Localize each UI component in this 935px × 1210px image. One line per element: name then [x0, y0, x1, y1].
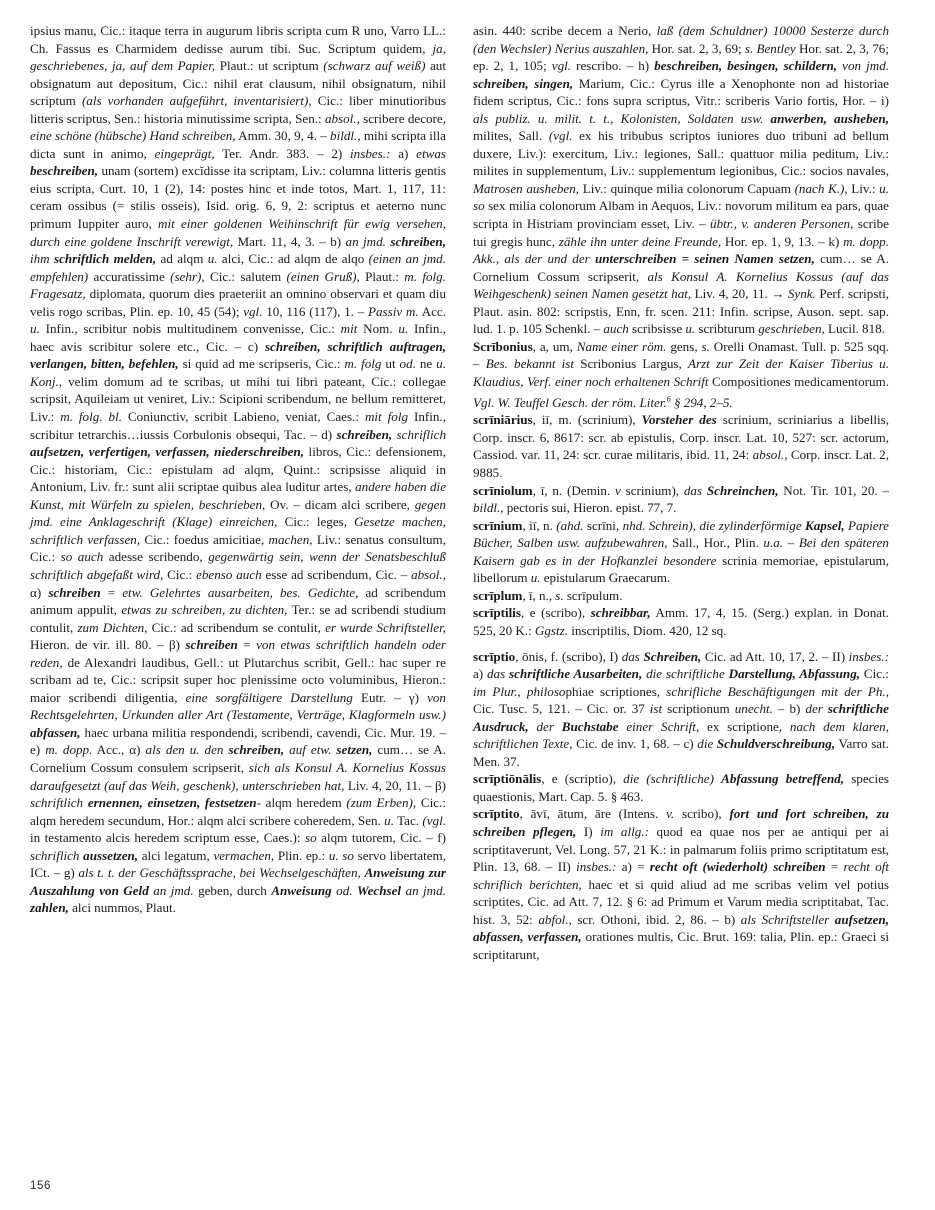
page-number: 156 [30, 1180, 51, 1192]
entry-scriniolum: scrīniolum, ī, n. (Demin. v scrinium), das Schreinchen, Not. Tir. 101, 20. – bildl., pectoris sui, Hieron. epist. 77, 7. [473, 482, 889, 516]
left-column [30, 22, 446, 1157]
entry-scribo-continued: ipsius manu, Cic.: itaque terra in augurum libris scripta cum R uno, Varro LL.: Ch. Fassus es Charmidem dedisse aurum tibi. Suc. Scriptum quidem, ja, geschriebenes, ja, auf dem Papier, Plaut.: ut scriptum (schwarz auf weiß) aut obsignatum aut depositum, Cic.: nihil erat clausum, nihil obsignatum, nihil scriptum (als vorhanden aufgeführt, inventarisiert), Cic.: liber minutioribus litteris scriptus, Sen.: historia minutissime scripta, Sen.: absol., scribere decore, eine schöne (hübsche) Hand schreiben, Amm. 30, 9, 4. – bildl., mihi scripta illa dicta sunt in animo, eingeprägt, Ter. Andr. 383. – 2) insbes.: a) etwas beschreiben, unam (sortem) excĭdisse ita scriptam, Liv.: columna litteris gentis eius scripta, Curt. 10, 1 (2), 14: postes hinc et inde totos, Mart. 1, 117, 11: ceram ossibus (= stilis osseis), Isid. orig. 6, 9, 2: scriptus et aeterno nunc primum Iuppiter auro, mit einer goldenen Weihinschrift für ewig versehen, durch eine goldene Inschrift verewigt, Mart. 11, 4, 3. – b) an jmd. schreiben, ihm schriftlich melden, ad alqm u. alci, Cic.: ad alqm de alqo (einen an jmd. empfehlen) accuratissime (sehr), Cic.: salutem (einen Gruß), Plaut.: m. folg. Fragesatz, diplomata, quorum dies praeteriit an omnino observari et quam diu velis rogo scribas, Plin. ep. 10, 45 (54); vgl. 10, 116 (117), 1. – Passiv m. Acc. u. Infin., scribitur nobis multitudinem convenisse, Cic.: mit Nom. u. Infin., haec avis scribitur solere etc., Cic. – c) schreiben, schriftlich auftragen, verlangen, bitten, befehlen, si quid ad me scripseris, Cic.: m. folg ut od. ne u. Konj., velim domum ad te scribas, ut mihi tui libri pateant, Cic.: collegae scripsit, Aquileiam ut veniret, Liv.: Scipioni scribendum, ne bellum remitteret, Liv.: m. folg. bl. Coniunctiv, scribit Labieno, veniat, Caes.: mit folg Infin., scribitur tetrarchis…iussis Corbulonis obsequi, Tac. – d) schreiben, schriflich aufsetzen, verfertigen, verfassen, niederschreiben, libros, Cic.: defensionem, Cic.: historiam, Cic.: epistulam ad alqm, Quint.: scripsisse aliquid in Antonium, Liv. fr.: sunt alii scriptae quibus alea luditur artes, andere haben die Kunst, mit Würfeln zu spielen, beschrieben, Ov. – dicam alci scribere, gegen jmd. eine Anklageschrift (Klage) einreichen, Cic.: leges, Gesetze machen, schriftlich verfassen, Cic.: foedus amicitiae, machen, Liv.: senatus consultum, Cic.: so auch adesse scribendo, gegenwärtig sein, wenn der Senatsbeschluß schriftlich abgefaßt wird, Cic.: ebenso auch esse ad scribendum, Cic. – absol., α) schreiben = etw. Gelehrtes ausarbeiten, bes. Gedichte, ad scribendum animum appulit, etwas zu schreiben, zu dichten, Ter.: se ad scribendi studium contulit, zum Dichten, Cic.: ad scribendum se contulit, er wurde Schriftsteller, Hieron. de vir. ill. 80. – β) schreiben = von etwas schriftlich handeln oder reden, de Alexandri laudibus, Gell.: ut Plutarchus scribit, Gell.: hac super re scribam ad te, Cic.: scripsit super hoc plenissime octo voluminibus, Hieron.: maior scribendi diligentia, eine sorgfältigere Darstellung Eutr. – γ) von Rechtsgelehrten, Urkunden aller Art (Testamente, Verträge, Klagformeln usw.) abfassen, haec urbana militia respondendi, scribendi, cavendi, Cic. Mur. 19. – e) m. dopp. Acc., α) als den u. den schreiben, auf etw. setzen, cum… se A. Cornelium Cossum consulem scripserit, sich als Konsul A. Kornelius Kossus daraufgesetzt (auf das Weih, geschenk), unterschrieben hat, Liv. 4, 20, 11. – β) schriftlich ernennen, einsetzen, festsetzen- alqm heredem (zum Erben), Cic.: alqm heredem secundum, Hor.: alqm alci scribere coheredem, Sen. u. Tac. (vgl. in testamento alcis heredem scriptum esse, Caes.): so alqm tutorem, Cic. – f) schriflich aussetzen, alci legatum, vermachen, Plin. ep.: u. so servo libertatem, ICt. – g) als t. t. der Geschäftssprache, bei Wechselgeschäften, Anweisung zur Auszahlung von Geld an jmd. geben, durch Anweisung od. Wechsel an jmd. zahlen, alci nummos, Plaut. [30, 23, 447, 916]
right-column [473, 22, 889, 1157]
entry-scriptio: scrīptio, ōnis, f. (scribo), I) das Schreiben, Cic. ad Att. 10, 17, 2. – II) insbes.: a) das schriftliche Ausarbeiten, die schriftliche Darstellung, Abfassung, Cic.: im Plur., philosophiae scriptiones, schrifliche Beschäftigungen mit der Ph., Cic. Tusc. 5, 121. – Cic. or. 37 ist scriptionum unecht. – b) der schriftliche Ausdruck, der Buchstabe einer Schrift, ex scriptione, nach dem klaren, schriftlichen Texte, Cic. de inv. 1, 68. – c) die Schuldverschreibung, Varro sat. Men. 37. [473, 648, 890, 769]
entry-scriptito: scrīptito, āvī, ātum, āre (Intens. v. scribo), fort und fort schreiben, zu schreiben pflegen, I) im allg.: quod ea quae nos per ae antiqui per ai scriptitaverunt, Vel. Long. 57, 21 K.: in palmarum foliis primo scriptitatum est, Plin. 13, 68. – II) insbes.: a) = recht oft (wiederholt) schreiben = recht oft schriflich berichten, haec et si quid aliud ad me scribas velim vel potius scriptites, Cic. ad Att. 7, 12. § 6: ad Primum et Varum media scriptitabat, Tac. hist. 3, 52: abfol., scr. Othoni, ibid. 2, 86. – b) als Schriftsteller aufsetzen, abfassen, verfassen, orationes multis, Cic. Brut. 169: talia, Plin. ep.: Graeci si scriptitarunt, [473, 806, 890, 962]
entry-spacer [473, 640, 889, 648]
two-column-layout [30, 22, 889, 1157]
entry-scrinium: scrīnium, iī, n. (ahd. scrīni, nhd. Schrein), die zylinderförmige Kapsel, Papiere Bücher, Salben usw. aufzubewahren, Sall., Hor., Plin. u.a. – Bei den späteren Kaisern gab es in der Hofkanzlei besondere scrinia memoriae, epistularum, libellorum u. epistularum Graecarum. [473, 517, 889, 586]
entry-scribo-continued-2: asin. 440: scribe decem a Nerio, laß (dem Schuldner) 10000 Sesterze durch (den Wechsler) Nerius auszahlen, Hor. sat. 2, 3, 69; s. Bentley Hor. sat. 2, 3, 76; ep. 2, 1, 105; vgl. rescribo. – h) beschreiben, besingen, schildern, von jmd. schreiben, singen, Marium, Cic.: Cyrus ille a Xenophonte non ad historiae fidem scriptus, Cic.: fons supra scriptus, Vitr.: scriberis Vario fortis, Hor. – i) als publiz. u. milit. t. t., Kolonisten, Soldaten usw. anwerben, ausheben, milites, Sall. (vgl. ex his tribubus scriptos iuniores duo tribuni ad bellum duxere, Liv.): exercitum, Liv.: legiones, Sall.: quattuor milia peditum, Liv.: milites in supplementum, Liv.: supplementum legionibus, Cic.: socios navales, Matrosen ausheben, Liv.: quinque milia colonorum Capuam (nach K.), Liv.: u. so sex milia colonorum Albam in Aequos, Liv.: novorum militum ea pars, quae scripta in Histriam provinciam esset, Liv. – übtr., v. anderen Personen, scribe tui gregis hunc, zähle ihn unter deine Freunde, Hor. ep. 1, 9, 13. – k) m. dopp. Akk., als der und der unterschreiben = seinen Namen setzen, cum… se A. Cornelium Cossum scripserit, als Konsul A. Kornelius Kossus (auf das Weihgeschenk) seinen Namen gesetzt hat, Liv. 4, 20, 11. → Synk. Perf. scripsti, Plaut. asin. 802: scripstis, Enn, fr. scen. 211: Infin. scripse, Auson. sept. sap. lud. 1. p. 105 Schenkl. – auch scribsisse u. scribturum geschrieben, Lucil. 818. [473, 23, 890, 337]
entry-scriplum: scrīplum, ī, n., s. scrīpulum. [473, 587, 623, 603]
entry-scriniarius: scrīniārius, iī, m. (scrinium), Vorsteher des scrinium, scriniarius a libellis, Corp. inscr. 6, 8617: scr. ab epistulis, Corp. inscr. Lat. 10, 527: scr. actorum, Cassiod. var. 11, 24: scr. curae militaris, ibid. 11, 24: absol., Corp. inscr. Lat. 2, 9885. [473, 412, 890, 481]
entry-scribonius: Scrībonius, a, um, Name einer röm. gens, s. Orelli Onamast. Tull. p. 525 sqq. – Bes. bekannt ist Scribonius Largus, Arzt zur Zeit der Kaiser Tiberius u. Klaudius, Verf. einer noch erhaltenen Schrift Compositiones medicamentorum. Vgl. W. Teuffel Gesch. der röm. Liter.$^6$ § 294, 2–5. [473, 338, 889, 410]
entry-scriptilis: scrīptilis, e (scribo), schreibbar, Amm. 17, 4, 15. (Serg.) explan. in Donat. 525, 20 K.: Ggstz. inscriptilis, Diom. 420, 12 sq. [473, 605, 889, 638]
entry-scriptionalis: scrīptiōnālis, e (scriptio), die (schriftliche) Abfassung betreffend, species quaestionis, Mart. Cap. 5. § 463. [473, 771, 889, 804]
